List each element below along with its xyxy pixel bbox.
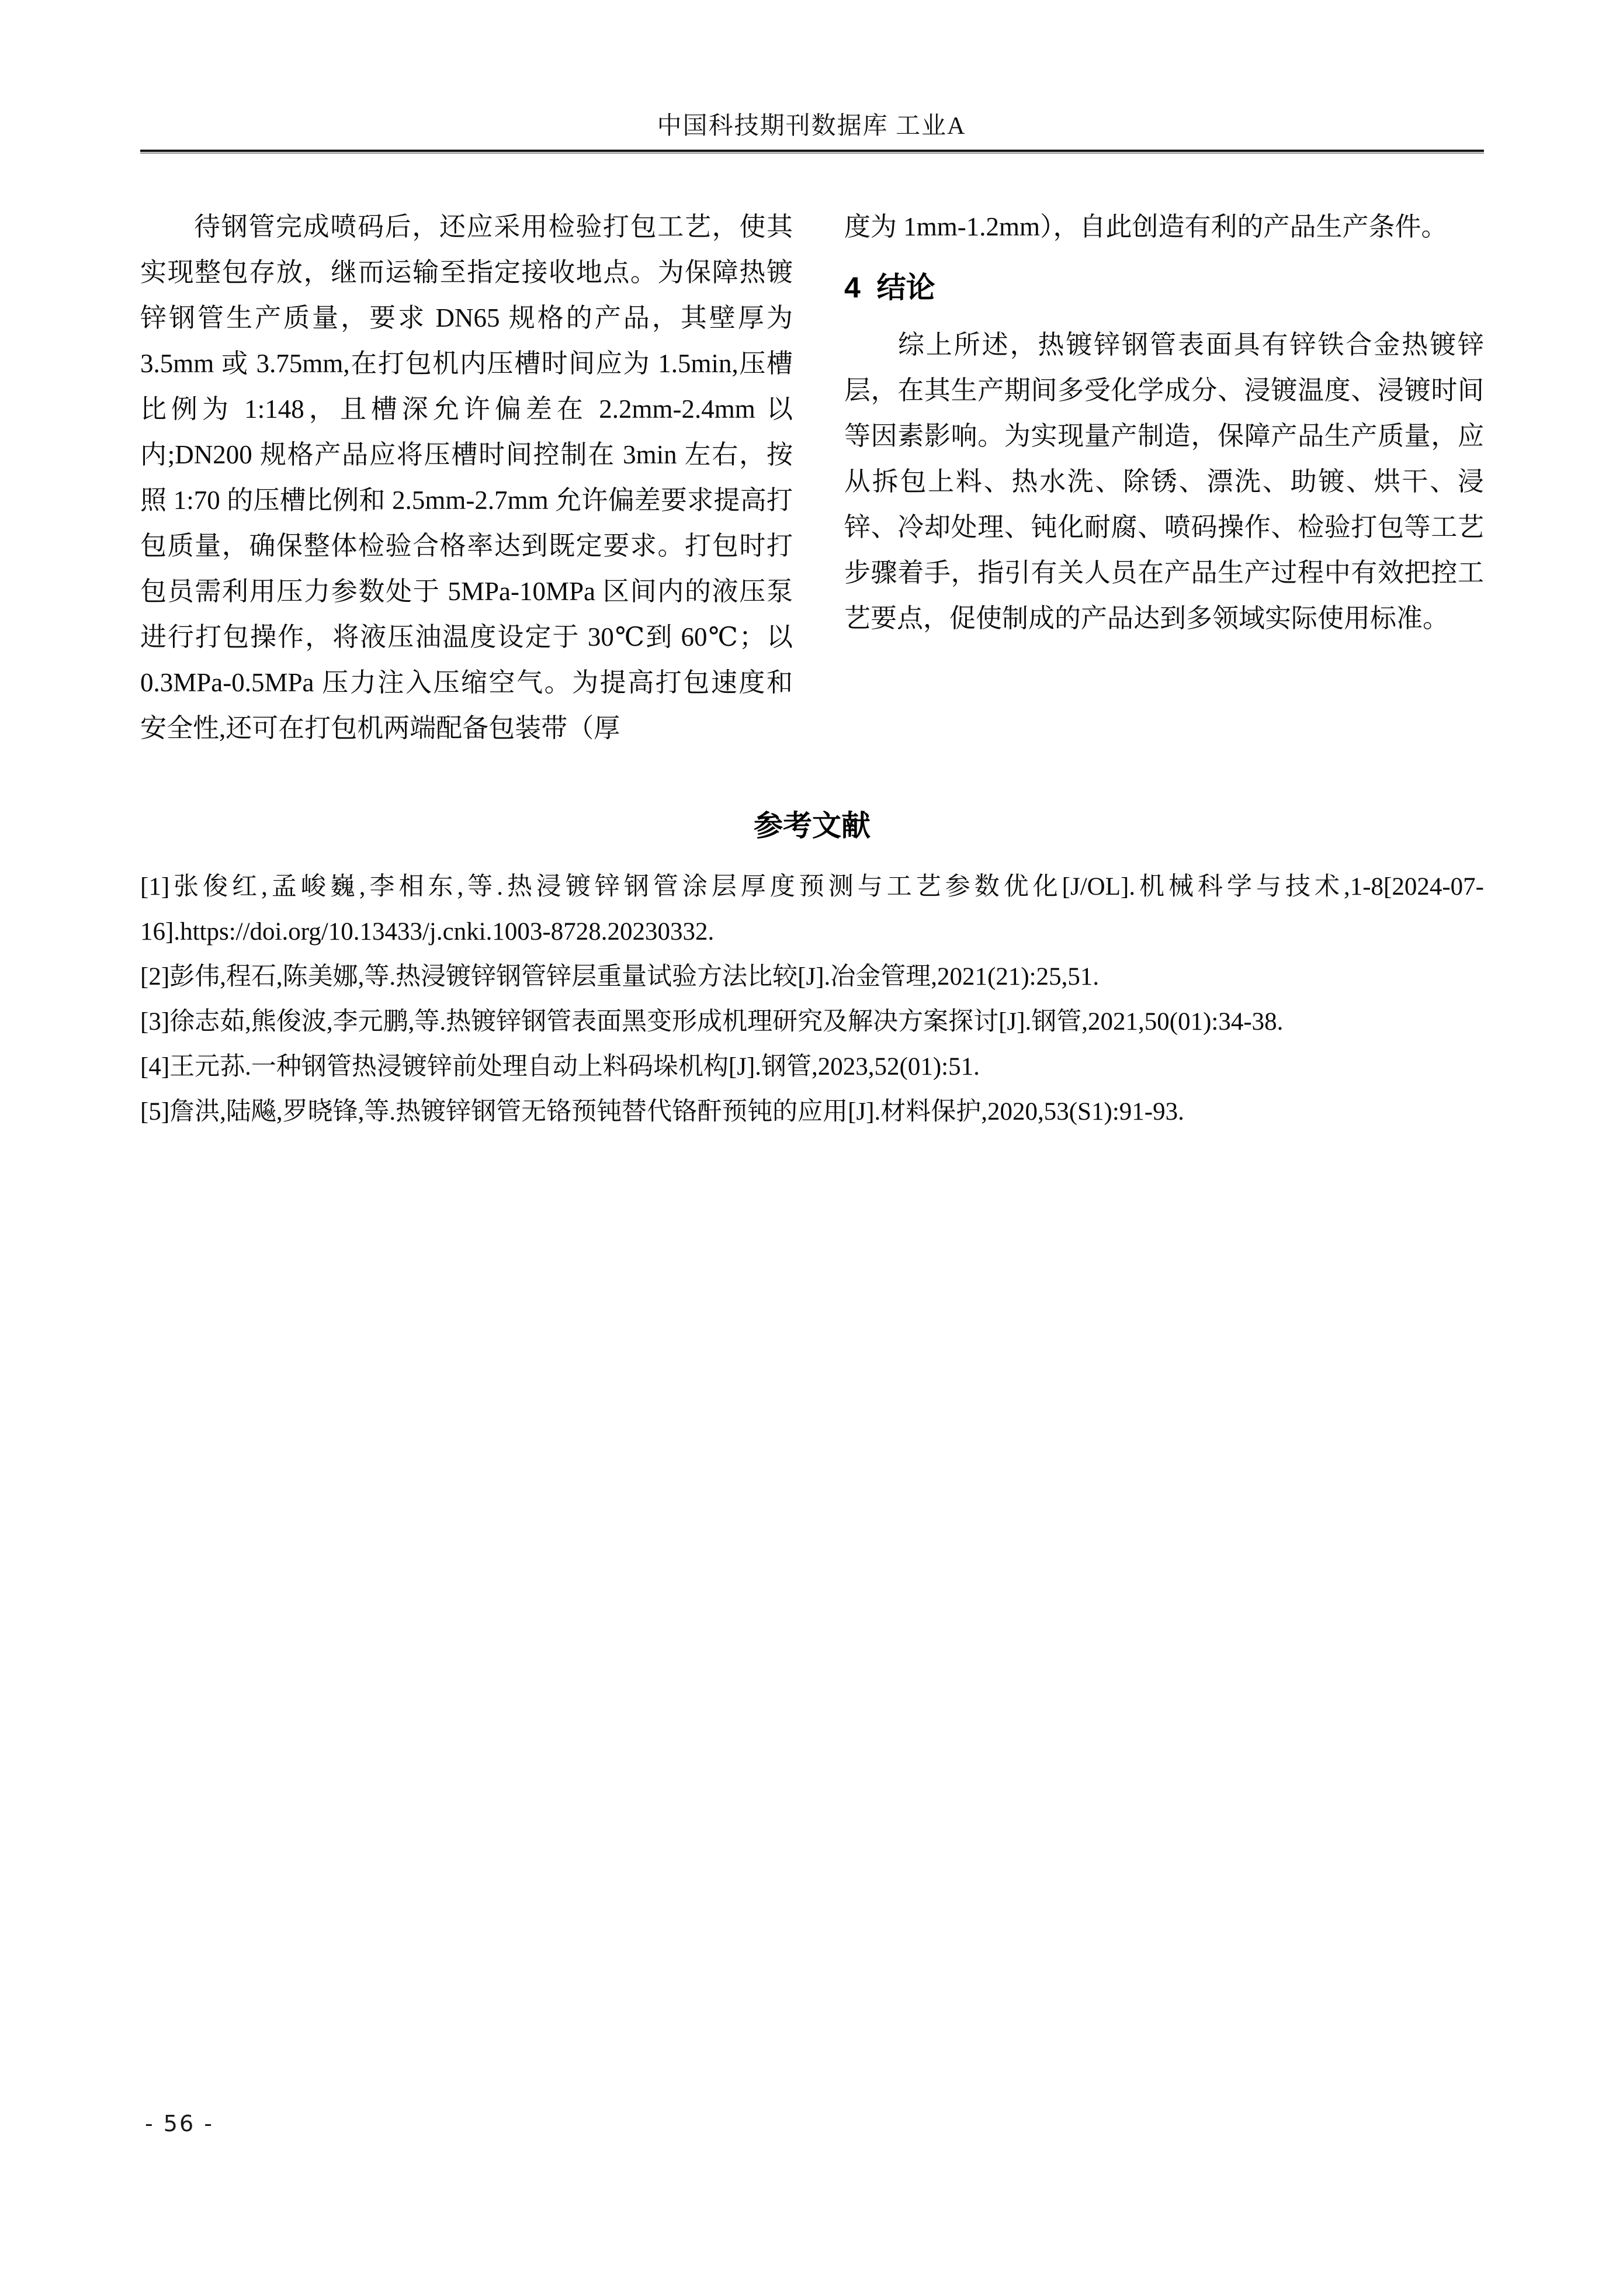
page-number: - 56 -: [145, 2111, 214, 2136]
section-heading-conclusion: 4 结论: [844, 271, 935, 304]
header-rule-thin-line: [140, 153, 1484, 154]
paragraph-packing-process: 待钢管完成喷码后，还应采用检验打包工艺，使其实现整包存放，继而运输至指定接收地点。为保障热镀锌钢管生产质量，要求 DN65 规格的产品，其壁厚为 3.5mm 或 3.75mm,在打包机内压槽时间应为 1.5min,压槽比例为 1:148，且槽深允许偏差在 2.2mm-2.4mm 以内;DN200 规格产品应将压槽时间控制在 3min 左右，按照 1:70 的压槽比例和 2.5mm-2.7mm 允许偏差要求提高打包质量，确保整体检验合格率达到既定要求。打包时打包员需利用压力参数处于 5MPa-10MPa 区间内的液压泵进行打包操作，将液压油温度设定于 30℃到 60℃；以 0.3MPa-0.5MPa 压力注入压缩空气。为提高打包速度和安全性,还可在打包机两端配备包装带（厚: [140, 212, 793, 743]
paragraph-continuation: 度为 1mm-1.2mm），自此创造有利的产品生产条件。: [844, 212, 1448, 241]
reference-item-4: [4]王元荪.一种钢管热浸镀锌前处理自动上料码垛机构[J].钢管,2023,52(01):51.: [140, 1053, 980, 1081]
references-section: [140, 809, 1484, 1134]
right-column: [844, 204, 1484, 751]
header-rule: [140, 150, 1484, 154]
journal-header-title: 中国科技期刊数据库 工业A: [657, 113, 966, 140]
reference-item-2: [2]彭伟,程石,陈美娜,等.热浸镀锌钢管锌层重量试验方法比较[J].冶金管理,2021(21):25,51.: [140, 963, 1100, 991]
reference-item-3: [3]徐志茹,熊俊波,李元鹏,等.热镀锌钢管表面黑变形成机理研究及解决方案探讨[J].钢管,2021,50(01):34-38.: [140, 1008, 1284, 1036]
reference-item-5: [5]詹洪,陆飚,罗晓锋,等.热镀锌钢管无铬预钝替代铬酐预钝的应用[J].材料保护,2020,53(S1):91-93.: [140, 1098, 1184, 1126]
left-column: [140, 204, 793, 751]
header-rule-thick-line: [140, 150, 1484, 152]
page-header: [0, 0, 1623, 154]
references-heading: 参考文献: [754, 809, 871, 842]
two-column-body: [140, 204, 1484, 751]
reference-item-1: [1]张俊红,孟峻巍,李相东,等.热浸镀锌钢管涂层厚度预测与工艺参数优化[J/OL].机械科学与技术,1-8[2024-07-16].https://doi.org/10.13433/j.cnki.1003-8728.20230332.: [140, 873, 1484, 946]
paragraph-conclusion: 综上所述，热镀锌钢管表面具有锌铁合金热镀锌层，在其生产期间多受化学成分、浸镀温度、浸镀时间等因素影响。为实现量产制造，保障产品生产质量，应从拆包上料、热水洗、除锈、漂洗、助镀、烘干、浸锌、冷却处理、钝化耐腐、喷码操作、检验打包等工艺步骤着手，指引有关人员在产品生产过程中有效把控工艺要点，促使制成的产品达到多领域实际使用标准。: [844, 330, 1484, 633]
